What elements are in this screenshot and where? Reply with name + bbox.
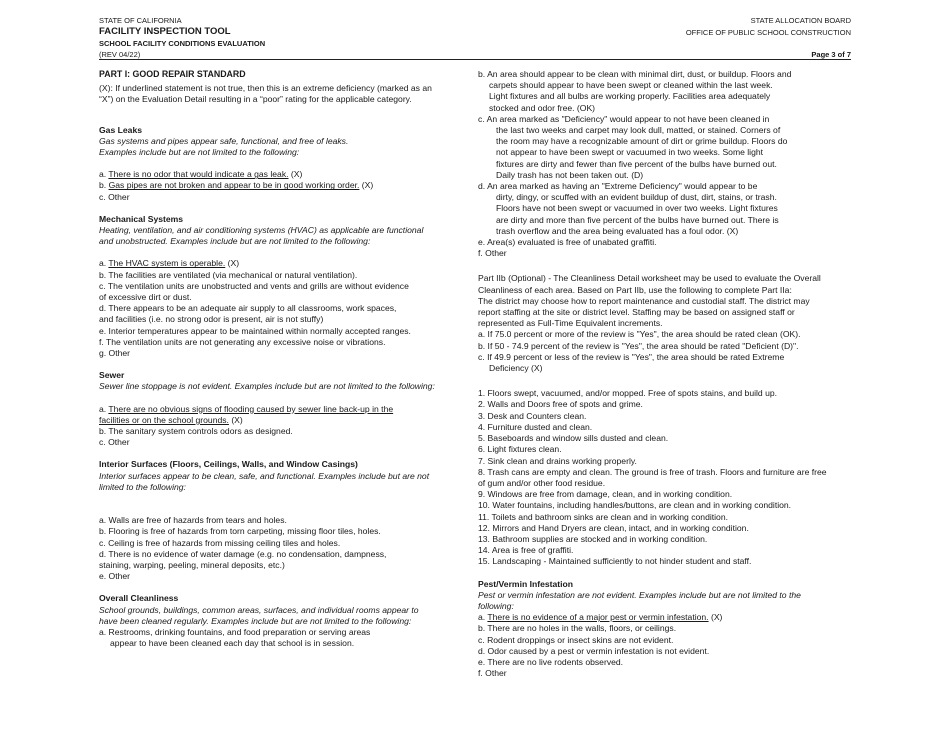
list-item: e. Interior temperatures appear to be maintained within normally accepted ranges.	[99, 325, 411, 336]
part-iib-text: b. If 50 - 74.9 percent of the review is "Yes", the area should be rated "Deficient (D)".	[478, 340, 799, 351]
part-iib-text: c. If 49.9 percent or less of the review is "Yes", the area should be rated Extreme	[478, 351, 785, 362]
list-item: d. An area marked as having an "Extreme Deficiency" would appear to be	[478, 181, 758, 192]
list-item: facilities or on the school grounds. (X)	[99, 414, 243, 425]
list-item: stocked and odor free. (OK)	[489, 102, 596, 113]
intro-line: “X”) on the Evaluation Detail resulting in a “poor” rating for the applicable category.	[99, 94, 412, 105]
list-item: Light fixtures and all bulbs are working properly. Facilities area adequately	[489, 91, 771, 102]
part-iib-text: represented as Full-Time Equivalent increments.	[478, 318, 663, 329]
section-desc: Examples include but are not limited to the following:	[99, 147, 300, 158]
section-desc: following:	[478, 600, 514, 611]
checklist-item: 3. Desk and Counters clean.	[478, 410, 587, 421]
part-title: PART I: GOOD REPAIR STANDARD	[99, 69, 246, 79]
list-item: c. An area marked as "Deficiency" would appear to not have been cleaned in	[478, 113, 770, 124]
checklist-item: 6. Light fixtures clean.	[478, 444, 562, 455]
list-item: e. Other	[99, 571, 131, 582]
list-item: d. There appears to be an adequate air supply to all classrooms, work spaces,	[99, 303, 397, 314]
office-label: OFFICE OF PUBLIC SCHOOL CONSTRUCTION	[685, 28, 851, 37]
list-item: c. Rodent droppings or insect skins are not evident.	[478, 634, 674, 645]
checklist-item: 5. Baseboards and window sills dusted and clean.	[478, 433, 669, 444]
left-column	[99, 69, 461, 649]
section-desc: Interior surfaces appear to be clean, safe, and functional. Examples include but are not	[99, 470, 430, 481]
list-item: a. Walls are free of hazards from tears and holes.	[99, 515, 287, 526]
section-desc: have been cleaned regularly. Examples include but are not limited to the following:	[99, 615, 412, 626]
part-iib-text: Deficiency (X)	[489, 363, 543, 374]
checklist-item: 1. Floors swept, vacuumed, and/or mopped. Free of spots stains, and build up.	[478, 388, 778, 399]
checklist-item: 2. Walls and Doors free of spots and grime.	[478, 399, 643, 410]
checklist-item: 10. Water fountains, including handles/buttons, are clean and in working condition.	[478, 500, 792, 511]
list-item: g. Other	[99, 348, 131, 359]
list-item: c. Other	[99, 191, 130, 202]
section-title-interior-surfaces: Interior Surfaces (Floors, Ceilings, Walls, and Window Casings)	[99, 459, 358, 470]
section-desc: limited to the following:	[99, 481, 186, 492]
section-desc: Gas systems and pipes appear safe, functional, and free of leaks.	[99, 135, 349, 146]
form-header-right	[471, 15, 851, 60]
list-item: staining, warping, peeling, mineral deposits, etc.)	[99, 559, 285, 570]
list-item: are dirty and more than five percent of the bulbs have burned out. There is	[496, 214, 779, 225]
section-title-overall-cleanliness: Overall Cleanliness	[99, 593, 179, 604]
section-title-mechanical-systems: Mechanical Systems	[99, 213, 184, 224]
section-desc: Sewer line stoppage is not evident. Examples include but are not limited to the following:	[99, 381, 435, 392]
section-title-pest-vermin: Pest/Vermin Infestation	[478, 578, 574, 589]
list-item: b. Flooring is free of hazards from torn carpeting, missing floor tiles, holes.	[99, 526, 381, 537]
list-item: a. There is no odor that would indicate a gas leak. (X)	[99, 169, 303, 180]
list-item: b. There are no holes in the walls, floors, or ceilings.	[478, 623, 677, 634]
section-desc: and unobstructed. Examples include but are not limited to the following:	[99, 236, 371, 247]
section-title-gas-leaks: Gas Leaks	[99, 124, 142, 135]
part-iib-text: The district may choose how to report maintenance and custodial staff. The district may	[478, 295, 810, 306]
list-item: b. An area should appear to be clean with minimal dirt, dust, or buildup. Floors and	[478, 69, 792, 79]
list-item: b. Gas pipes are not broken and appear to be in good working order. (X)	[99, 180, 374, 191]
list-item: trash overflow and the area being evaluated has a foul odor. (X)	[496, 225, 739, 236]
list-item: a. There is no evidence of a major pest or vermin infestation. (X)	[478, 612, 723, 623]
part-iib-text: Cleanliness of each area. Based on Part IIb, use the following to complete Part IIa:	[478, 284, 792, 295]
list-item: Daily trash has not been taken out. (D)	[496, 169, 644, 180]
list-item: the room may have a recognizable amount of dirt or grime buildup. Floors do	[496, 136, 788, 147]
list-item: c. The ventilation units are unobstructed and vents and grills are without evidence	[99, 280, 409, 291]
part-iib-text: report staffing at the site or district level. Staffing may be based on assigned staff or	[478, 307, 795, 318]
list-item: d. There is no evidence of water damage (e.g. no condensation, dampness,	[99, 548, 387, 559]
checklist-item: 12. Mirrors and Hand Dryers are clean, intact, and in working condition.	[478, 522, 749, 533]
checklist-item: 13. Bathroom supplies are stocked and in working condition.	[478, 533, 708, 544]
list-item: e. Area(s) evaluated is free of unabated graffiti.	[478, 237, 657, 248]
right-column	[478, 69, 852, 679]
list-item: not appear to have been swept or vacuumed in two weeks. Some light	[496, 147, 764, 158]
state-label: STATE OF CALIFORNIA	[99, 16, 182, 25]
part-iib-text: Part IIb (Optional) - The Cleanliness Detail worksheet may be used to evaluate the Overall	[478, 273, 821, 284]
checklist-item: of gum and/or other food residue.	[478, 477, 606, 488]
list-item: appear to have been cleaned each day that school is in session.	[110, 638, 355, 649]
section-title-sewer: Sewer	[99, 370, 125, 381]
list-item: e. There are no live rodents observed.	[478, 656, 624, 667]
list-item: dirty, dingy, or scuffed with an evident buildup of dust, dirt, stains, or trash.	[496, 192, 777, 203]
part-iib-text: a. If 75.0 percent or more of the review is "Yes", the area should be rated clean (OK).	[478, 329, 801, 340]
page-number: Page 3 of 7	[811, 50, 851, 59]
form-title: FACILITY INSPECTION TOOL	[99, 26, 231, 37]
list-item: and facilities (i.e. no strong odor is present, air is not stuffy)	[99, 314, 324, 325]
section-desc: School grounds, buildings, common areas, surfaces, and individual rooms appear to	[99, 604, 419, 615]
list-item: d. Odor caused by a pest or vermin infestation is not evident.	[478, 645, 710, 656]
list-item: a. Restrooms, drinking fountains, and food preparation or serving areas	[99, 626, 371, 637]
list-item: c. Other	[99, 437, 130, 448]
section-desc: Pest or vermin infestation are not evident. Examples include but are not limited to the	[478, 589, 801, 600]
list-item: of excessive dirt or dust.	[99, 292, 192, 303]
list-item: the last two weeks and carpet may look dull, matted, or stained. Corners of	[496, 125, 781, 136]
intro-line: (X): If underlined statement is not true, then this is an extreme deficiency (marked as an	[99, 83, 432, 94]
checklist-item: 7. Sink clean and drains working properly.	[478, 455, 637, 466]
list-item: f. The ventilation units are not generating any excessive noise or vibrations.	[99, 336, 386, 347]
revision-label: (REV 04/22)	[99, 50, 141, 59]
board-label: STATE ALLOCATION BOARD	[750, 16, 851, 25]
list-item: Floors have not been swept or vacuumed in over two weeks. Light fixtures	[496, 203, 778, 214]
header-divider	[99, 59, 851, 60]
checklist-item: 9. Windows are free from damage, clean, and in working condition.	[478, 489, 733, 500]
section-desc: Heating, ventilation, and air conditioning systems (HVAC) as applicable are functional	[99, 225, 424, 236]
list-item: f. Other	[478, 248, 507, 259]
checklist-item: 14. Area is free of graffiti.	[478, 545, 574, 556]
list-item: carpets should appear to have been swept or cleaned within the last week.	[489, 80, 773, 91]
form-subtitle: SCHOOL FACILITY CONDITIONS EVALUATION	[99, 39, 266, 48]
list-item: fixtures are dirty and fewer than five percent of the bulbs have burned out.	[496, 158, 777, 169]
checklist-item: 15. Landscaping - Maintained sufficiently to not hinder student and staff.	[478, 556, 752, 567]
form-header-left	[99, 15, 479, 60]
list-item: a. There are no obvious signs of flooding caused by sewer line back-up in the	[99, 403, 394, 414]
checklist-item: 8. Trash cans are empty and clean. The ground is free of trash. Floors and furniture are free	[478, 466, 827, 477]
list-item: f. Other	[478, 668, 507, 679]
list-item: b. The sanitary system controls odors as designed.	[99, 426, 293, 437]
checklist-item: 4. Furniture dusted and clean.	[478, 421, 593, 432]
list-item: b. The facilities are ventilated (via mechanical or natural ventilation).	[99, 269, 358, 280]
list-item: c. Ceiling is free of hazards from missing ceiling tiles and holes.	[99, 537, 341, 548]
checklist-item: 11. Toilets and bathroom sinks are clean and in working condition.	[478, 511, 729, 522]
list-item: a. The HVAC system is operable. (X)	[99, 258, 240, 269]
